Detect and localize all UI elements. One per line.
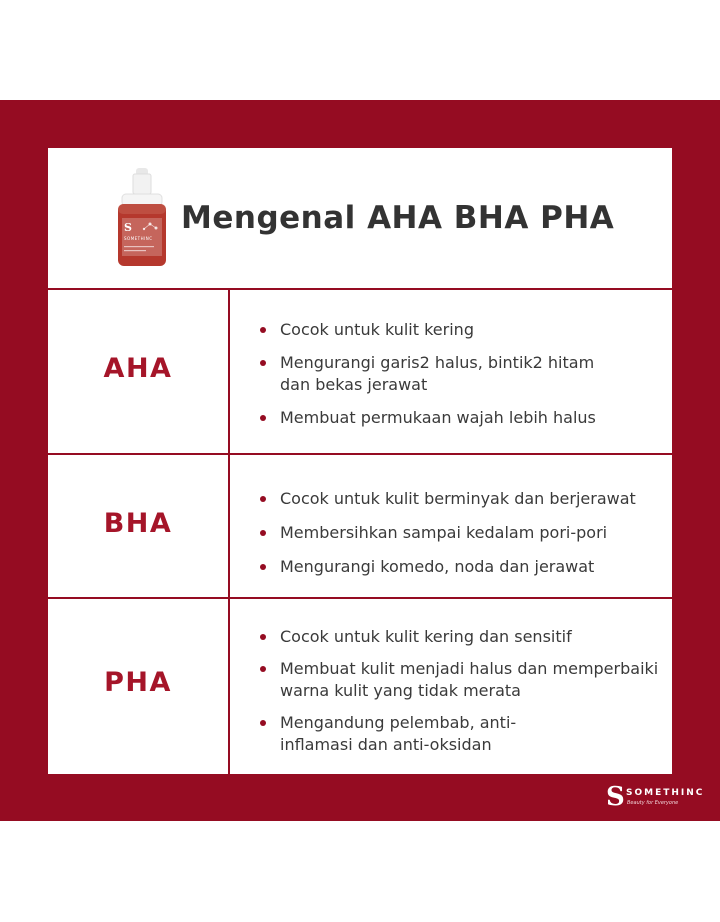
page-title: Mengenal AHA BHA PHA [181,200,615,236]
benefit-list [260,488,665,590]
brand-logo [606,783,706,813]
row-aha [48,290,672,455]
list-item: Mengurangi komedo, noda dan jerawat [260,556,665,578]
list-item: Cocok untuk kulit berminyak dan berjerawat [260,488,665,510]
list-item: Mengandung pelembab, anti-inflamasi dan anti-oksidan [260,712,580,756]
list-item: Membuat kulit menjadi halus dan memperbaiki warna kulit yang tidak merata [260,658,665,702]
row-label: PHA [104,667,172,698]
row-bha [48,455,672,599]
row-label: BHA [103,508,173,539]
list-item: Membuat permukaan wajah lebih halus [260,407,665,429]
serum-bottle-icon [112,168,172,268]
svg-text:SOMETHINC: SOMETHINC [124,236,153,241]
list-item: Cocok untuk kulit kering dan sensitif [260,626,665,648]
row-label: AHA [103,353,173,384]
logo-letter: S [606,782,625,812]
card-header [48,148,672,290]
row-pha [48,599,672,774]
list-item: Membersihkan sampai kedalam pori-pori [260,522,665,544]
list-item: Mengurangi garis2 halus, bintik2 hitam dan bekas jerawat [260,352,610,396]
list-item: Cocok untuk kulit kering [260,319,665,341]
svg-text:S: S [124,221,132,234]
logo-tagline: Beauty for Everyone [627,800,679,806]
info-card [48,148,672,774]
benefit-list [260,626,665,766]
logo-name: SOMETHINC [626,788,705,798]
benefit-list [260,319,665,440]
